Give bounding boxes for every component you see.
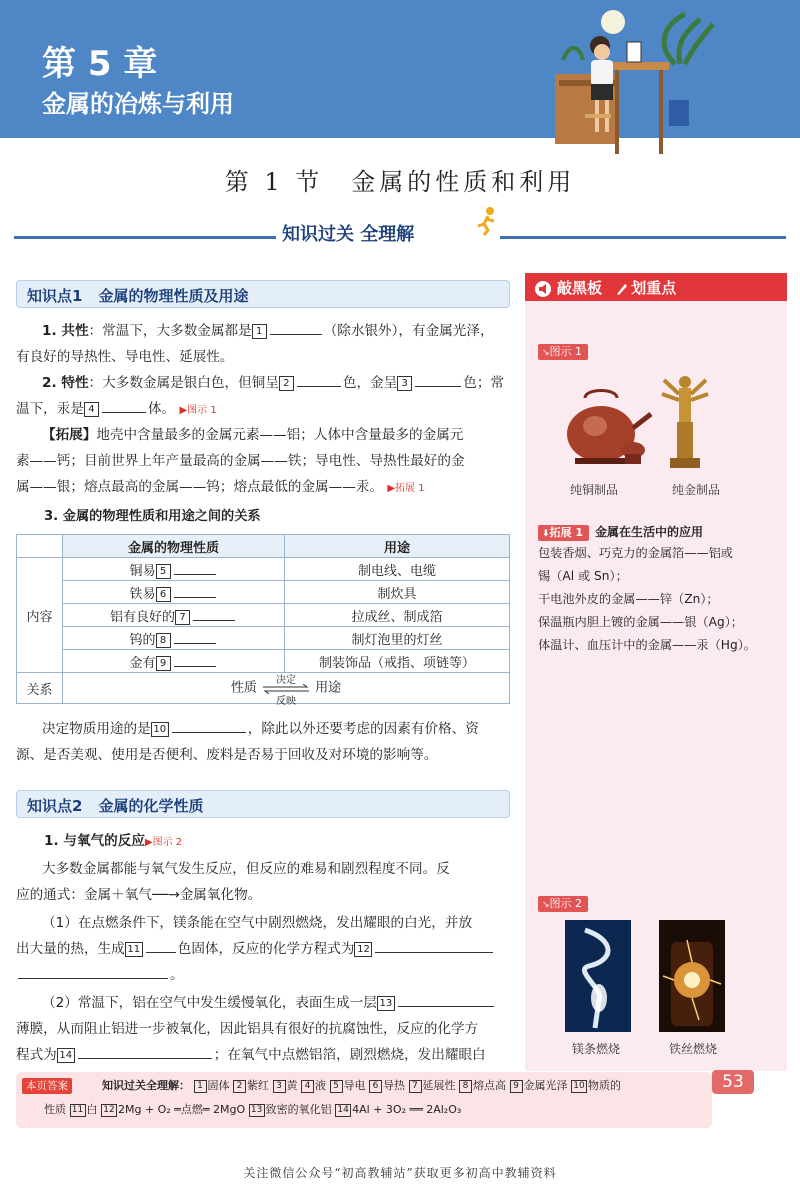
down-arrow-icon: ⬇ xyxy=(542,529,550,539)
study-illustration-icon xyxy=(555,4,715,154)
arrow-icon: ↘ xyxy=(542,900,550,910)
caption-pure-gold: 纯金制品 xyxy=(672,483,721,497)
divider-right xyxy=(500,236,786,239)
kp1-p2-lead: 2. 特性 xyxy=(42,375,89,391)
blank-number: 9 xyxy=(156,656,171,671)
kp1-p1-text: ：常温下，大多数金属都是 xyxy=(88,323,252,339)
blank-number: 11 xyxy=(125,942,143,957)
extension-1-link[interactable]: ▶拓展 1 xyxy=(387,483,425,494)
answer-blank[interactable] xyxy=(174,559,216,575)
answer-tag: 本页答案 xyxy=(22,1078,72,1094)
pen-icon xyxy=(615,282,629,296)
figure-1-tag-label: 图示 1 xyxy=(549,345,583,358)
relation-property: 性质 xyxy=(230,680,257,696)
answer-text: 熔点高 xyxy=(473,1079,506,1092)
table-cell-property xyxy=(63,604,285,627)
answer-blank[interactable] xyxy=(18,963,168,979)
blank-number: 8 xyxy=(156,633,171,648)
footer-note: 关注微信公众号“初高教辅站”获取更多初高中教辅资料 xyxy=(243,1166,557,1180)
figure-2-tag-label: 图示 2 xyxy=(549,897,583,910)
blank-number: 12 xyxy=(354,942,372,957)
kp2-q2-b: 薄膜，从而阻止铝进一步被氧化，因此铝具有很好的抗腐蚀性，反应的化学方 xyxy=(16,1021,479,1037)
q1-text-b: 出大量的热，生成 xyxy=(16,941,125,957)
relation-arrows xyxy=(261,673,311,707)
answer-text: 延展性 xyxy=(422,1079,456,1092)
table-relation-row xyxy=(17,673,510,704)
kp2-q2-c xyxy=(16,1042,516,1068)
kp1-p2-text-d: 温下，汞是 xyxy=(16,401,84,417)
sidebar-line: 锡（Al 或 Sn）； xyxy=(538,569,628,583)
q2-text-d: ；在氧气中点燃铝箔，剧烈燃烧，发出耀眼白 xyxy=(213,1047,486,1063)
answer-blank[interactable] xyxy=(297,371,341,387)
table-header-use: 用途 xyxy=(285,535,510,558)
knowledge-point-1-bar xyxy=(16,280,510,308)
relation-reflects: 反映 xyxy=(276,696,296,707)
answer-number: 1 xyxy=(194,1080,207,1093)
table-cell-use: 制电线、电缆 xyxy=(285,558,510,581)
divider-left xyxy=(14,236,276,239)
answer-text: 液 xyxy=(315,1079,326,1092)
table-cell-use: 制炊具 xyxy=(285,581,510,604)
sidebar-line: 保温瓶内胆上镀的金属——银（Ag）； xyxy=(538,615,743,629)
kp2-s1-text: 1. 与氧气的反应 xyxy=(44,833,145,849)
extension-1-tag-label: 拓展 1 xyxy=(549,526,584,539)
kp1-paragraph-1 xyxy=(42,318,512,344)
kp1-relation-heading: 3. 金属的物理性质和用途之间的关系 xyxy=(44,509,261,524)
kp1-after-table-cont: 源、是否美观、使用是否便利、废料是否易于回收及对环境的影响等。 xyxy=(16,747,438,763)
sidebar-head-a: 敲黑板 xyxy=(557,279,603,297)
property-text: 金有 xyxy=(129,656,156,671)
answer-text: 固体 xyxy=(207,1079,230,1092)
kp2-q1-c xyxy=(16,962,512,988)
answer-number: 10 xyxy=(571,1080,587,1093)
q2-text-a: （2）常温下，铝在空气中发生缓慢氧化，表面生成一层 xyxy=(42,995,377,1011)
answer-blank[interactable] xyxy=(102,397,146,413)
table-row xyxy=(17,604,510,627)
section-title: 第 1 节 金属的性质和利用 xyxy=(224,168,576,196)
magnesium-burning-image xyxy=(565,920,631,1032)
kp2-paragraph-a: 大多数金属都能与氧气发生反应，但反应的难易和剧烈程度不同。反 xyxy=(42,861,450,877)
q2-text-c: 程式为 xyxy=(16,1047,57,1063)
table-row xyxy=(17,581,510,604)
blank-number: 3 xyxy=(397,376,412,391)
property-text: 铜易 xyxy=(129,564,156,579)
figure-2-link[interactable]: ▶图示 2 xyxy=(144,837,183,848)
relation-use: 用途 xyxy=(315,680,342,696)
kp2-subheading xyxy=(44,828,514,856)
answer-blank[interactable] xyxy=(398,991,494,1007)
table-cell-property xyxy=(63,558,285,581)
answer-number: 3 xyxy=(273,1080,286,1093)
gold-statue-image xyxy=(660,372,710,470)
answer-blank[interactable] xyxy=(172,717,246,733)
answer-blank[interactable] xyxy=(415,371,461,387)
kp2-paragraph-b: 应的通式：金属＋氧气──→金属氧化物。 xyxy=(16,887,262,903)
answer-blank[interactable] xyxy=(78,1043,212,1059)
answer-text: 紫红 xyxy=(247,1079,269,1092)
kp1-title: 金属的物理性质及用途 xyxy=(98,287,249,305)
answer-blank[interactable] xyxy=(146,937,176,953)
kp1-paragraph-1-cont: 有良好的导热性、导电性、延展性。 xyxy=(16,349,234,365)
answer-blank[interactable] xyxy=(174,651,216,667)
table-corner xyxy=(17,535,63,558)
property-text: 铁易 xyxy=(129,587,156,602)
blank-number: 4 xyxy=(84,402,99,417)
extension-1-tag xyxy=(538,525,589,541)
answer-number: 11 xyxy=(70,1104,86,1117)
after-table-text-a: 决定物质用途的是 xyxy=(42,721,151,737)
answer-text: 导电 xyxy=(343,1079,366,1092)
kp1-p2-text-c: 色；常 xyxy=(463,375,505,391)
answer-number: 6 xyxy=(369,1080,382,1093)
table-header-row xyxy=(17,535,510,558)
guide-title: 知识过关 全理解 xyxy=(282,224,415,245)
table-cell-use: 制灯泡里的灯丝 xyxy=(285,627,510,650)
blank-number: 1 xyxy=(252,324,267,339)
blank-number: 14 xyxy=(57,1048,75,1063)
answer-number: 2 xyxy=(233,1080,246,1093)
blank-number: 6 xyxy=(156,587,171,602)
answer-number: 8 xyxy=(459,1080,472,1093)
answer-blank[interactable] xyxy=(375,937,493,953)
kp1-paragraph-2-cont xyxy=(16,396,512,424)
table-relation-label: 关系 xyxy=(17,673,63,704)
extension-text-c: 属——银；熔点最高的金属——钨；熔点最低的金属——汞。 xyxy=(16,479,384,495)
table-cell-use: 拉成丝、制成箔 xyxy=(285,604,510,627)
kp1-p2-text-b: 色，金呈 xyxy=(342,375,398,391)
sidebar-header xyxy=(525,273,787,301)
kp2-title: 金属的化学性质 xyxy=(98,797,204,815)
kp1-after-table xyxy=(42,716,512,742)
answer-text: 导热 xyxy=(383,1079,405,1092)
table-relation-cell xyxy=(63,673,510,707)
blank-number: 2 xyxy=(279,376,294,391)
knowledge-point-2-bar xyxy=(16,790,510,818)
property-text: 铝有良好的 xyxy=(109,610,175,625)
kp1-extension xyxy=(42,422,512,448)
megaphone-icon xyxy=(533,280,553,298)
caption-pure-copper: 纯铜制品 xyxy=(570,483,619,497)
answer-text: 白 xyxy=(86,1103,98,1116)
answer-text: 2Mg + O₂ ═点燃═ 2MgO xyxy=(118,1103,246,1116)
table-row xyxy=(17,627,510,650)
chapter-header xyxy=(0,0,800,138)
figure-2-tag xyxy=(538,896,588,912)
answer-number: 12 xyxy=(101,1104,117,1117)
blank-number: 13 xyxy=(377,996,395,1011)
iron-wire-burning-image xyxy=(659,920,725,1032)
property-use-table xyxy=(16,534,510,707)
extension-lead: 【拓展】 xyxy=(42,427,97,443)
answer-number: 14 xyxy=(335,1104,351,1117)
page-number: 53 xyxy=(712,1070,754,1094)
sidebar-line: 干电池外皮的金属——锌（Zn）； xyxy=(538,592,719,606)
answer-number: 5 xyxy=(330,1080,343,1093)
sidebar-line: 包装香烟、巧克力的金属箔——铝或 xyxy=(538,546,733,560)
arrow-icon: ↘ xyxy=(542,348,550,358)
answer-text: 4Al + 3O₂ ══ 2Al₂O₃ xyxy=(352,1103,462,1116)
kp1-paragraph-2 xyxy=(42,370,512,396)
answer-text: 黄 xyxy=(286,1079,298,1092)
runner-icon xyxy=(474,206,500,236)
kp1-number: 知识点1 xyxy=(27,287,83,305)
answer-text: 性质 xyxy=(44,1103,66,1116)
answer-line-2 xyxy=(44,1100,704,1120)
sidebar-line: 体温计、血压计中的金属——汞（Hg）。 xyxy=(538,638,756,652)
kp2-q1-a: （1）在点燃条件下，镁条能在空气中剧烈燃烧，发出耀眼的白光，并放 xyxy=(42,915,473,931)
answer-lead: 知识过关全理解： xyxy=(102,1079,190,1092)
kp1-extension-c xyxy=(16,474,512,502)
relation-decides: 决定 xyxy=(276,675,296,686)
copper-kettle-image xyxy=(555,388,655,470)
figure-1-link[interactable]: ▶图示 1 xyxy=(179,405,217,416)
table-cell-property xyxy=(63,581,285,604)
after-table-text-b: ，除此以外还要考虑的因素有价格、资 xyxy=(247,721,479,737)
table-header-property: 金属的物理性质 xyxy=(63,535,285,558)
answer-blank[interactable] xyxy=(193,605,235,621)
answer-number: 13 xyxy=(249,1104,265,1117)
extension-text-a: 地壳中含量最多的金属元素——铝；人体中含量最多的金属元 xyxy=(96,427,464,443)
extension-1-heading xyxy=(538,523,703,541)
figure-1-tag xyxy=(538,344,588,360)
answer-text: 金属光泽 xyxy=(523,1079,568,1092)
answer-number: 9 xyxy=(510,1080,523,1093)
q1-text-c: 色固体，反应的化学方程式为 xyxy=(177,941,355,957)
table-row-label: 内容 xyxy=(17,558,63,673)
sidebar-head-b: 划重点 xyxy=(631,279,677,297)
table-cell-property xyxy=(63,650,285,673)
table-cell-use: 制装饰品（戒指、项链等） xyxy=(285,650,510,673)
q1-text-d: 。 xyxy=(170,967,184,983)
answer-blank[interactable] xyxy=(174,582,216,598)
answer-text: 致密的氧化铝 xyxy=(265,1103,332,1116)
table-row xyxy=(17,558,510,581)
kp2-q1-b xyxy=(16,936,512,962)
chapter-title: 金属的冶炼与利用 xyxy=(42,90,234,118)
answer-number: 4 xyxy=(301,1080,314,1093)
blank-number: 10 xyxy=(151,722,169,737)
chapter-number: 第 5 章 xyxy=(42,44,158,84)
table-row xyxy=(17,650,510,673)
kp1-p1-text-b: （除水银外），有金属光泽， xyxy=(323,323,494,339)
answer-blank[interactable] xyxy=(174,628,216,644)
caption-iron-wire: 铁丝燃烧 xyxy=(669,1042,718,1056)
kp2-q2-a xyxy=(42,990,512,1016)
blank-number: 5 xyxy=(156,564,171,579)
answer-text: 物质的 xyxy=(588,1079,621,1092)
answer-line-1 xyxy=(102,1076,706,1096)
kp1-p2-text-e: 体。 xyxy=(147,401,176,417)
kp1-p2-text: ：大多数金属是银白色，但铜呈 xyxy=(88,375,279,391)
caption-magnesium: 镁条燃烧 xyxy=(572,1042,621,1056)
table-cell-property xyxy=(63,627,285,650)
kp2-number: 知识点2 xyxy=(27,797,83,815)
blank-number: 7 xyxy=(175,610,190,625)
answer-blank[interactable] xyxy=(270,319,322,335)
kp1-extension-b: 素——钙；目前世界上年产量最高的金属——铁；导电性、导热性最好的金 xyxy=(16,453,465,469)
answer-number: 7 xyxy=(409,1080,422,1093)
property-text: 钨的 xyxy=(129,633,156,648)
extension-1-title: 金属在生活中的应用 xyxy=(595,525,704,539)
kp1-p1-lead: 1. 共性 xyxy=(42,323,89,339)
